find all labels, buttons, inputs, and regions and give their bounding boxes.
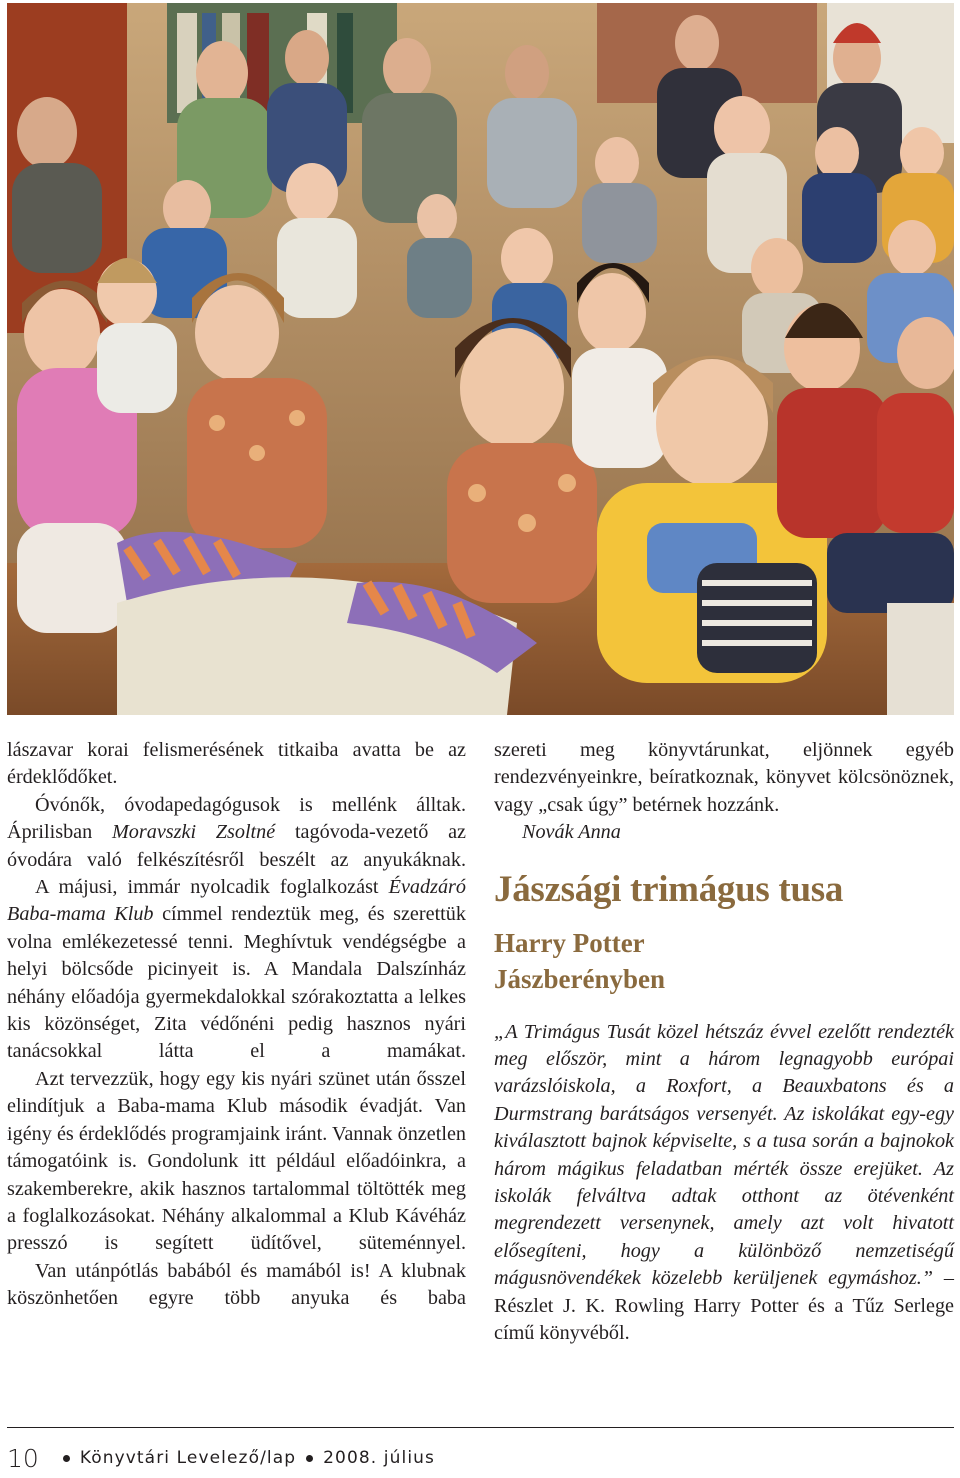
left-text-column bbox=[7, 737, 466, 1313]
person-name-moravszki: Moravszki Zsoltné bbox=[111, 821, 276, 844]
event-photo bbox=[7, 3, 954, 715]
harry-potter-quote: „A Trimágus Tusát közel hétszáz évvel ezelőtt rendezték meg először, mint a három legnagyobb európai varázslóiskola, a Roxfort, a Beauxbatons és a Durmstrang barátságos versenyét. Az iskolákat egy-egy kiválasztott bajnok képviselte, s a tusa során a bajnokok három mágikus feladatban mérték össze erejüket. Az iskolák felváltva adtak otthont az ötévenként megrendezett versenynek, amely azt volt hivatott elősegíteni, hogy a különböző nemzetiségű mágusnövendékek közelebb kerüljenek egymáshoz.” bbox=[494, 1020, 954, 1290]
article-headline: Jászsági trimágus tusa bbox=[494, 868, 844, 910]
subhead-line-2: Jászberényben bbox=[494, 963, 665, 994]
subhead-line-1: Harry Potter bbox=[494, 927, 645, 958]
bullet-dot-icon bbox=[63, 1455, 70, 1462]
left-p3-text-b: címmel rendeztük meg, és szerettük volna emlékezetessé tenni. Meghívtuk vendégségbe a helyi bölcsőde picinyeit is. A Mandala Dalszínház néhány előadója gyermekdalokkal szórakoztatta a lelkes kis közönséget, Zita védőnéni pedig hasznos nyári tanácsokkal látta el a mamákat. bbox=[7, 903, 466, 1063]
left-paragraph-2 bbox=[7, 792, 466, 874]
left-paragraph-4: Azt tervezzük, hogy egy kis nyári szünet után ősszel elindítjuk a Baba-mama Klub második évadját. Van igény és érdeklődés programjaink iránt. Vannak önzetlen támogatóink is. Gondolunk itt például előadóinkra, a szakemberekre, akik hasznos tartalommal töltötték meg a foglalkozásokat. Néhány alkalommal a Klub Kávéház presszó is segített üdítővel, süteménnyel. bbox=[7, 1067, 466, 1255]
right-text-column bbox=[494, 737, 954, 1348]
page-number: 10 bbox=[7, 1443, 39, 1473]
magazine-name: Könyvtári Levelező/lap bbox=[79, 1448, 297, 1468]
issue-date: 2008. július bbox=[323, 1448, 435, 1468]
left-p2-text-a: Óvónők, óvodapedagógusok is mellénk álltak. Áprilisban bbox=[7, 793, 466, 844]
article-subheadline bbox=[494, 925, 954, 997]
left-paragraph-1: lászavar korai felismerésének titkaiba avatta be az érdeklődőket. bbox=[7, 739, 466, 789]
page-footer bbox=[7, 1438, 435, 1478]
right-paragraph-1: szereti meg könyvtárunkat, eljönnek egyéb rendezvényeinkre, beíratkoznak, könyvet kölcsönöznek, vagy „csak úgy” betérnek hozzánk. bbox=[494, 739, 954, 816]
children-audience-illustration bbox=[7, 3, 954, 715]
quote-paragraph bbox=[494, 1019, 954, 1348]
footer-rule bbox=[7, 1427, 954, 1428]
left-paragraph-5: Van utánpótlás babából és mamából is! A klubnak köszönhetően egyre több anyuka és baba bbox=[7, 1259, 466, 1310]
left-p3-text-a: A májusi, immár nyolcadik foglalkozást bbox=[35, 876, 389, 899]
quote-attribution: – Részlet J. K. Rowling Harry Potter és a Tűz Serlege című könyvéből. bbox=[494, 1267, 954, 1345]
author-signature: Novák Anna bbox=[522, 821, 621, 844]
event-title-evadzaro: Évadzáró Baba-mama Klub bbox=[7, 876, 466, 926]
left-paragraph-3 bbox=[7, 874, 466, 1066]
bullet-dot-icon bbox=[306, 1455, 313, 1462]
left-p2-text-b: tagóvoda-vezető az óvodára való felkészítésről beszélt az anyukáknak. bbox=[7, 821, 466, 871]
